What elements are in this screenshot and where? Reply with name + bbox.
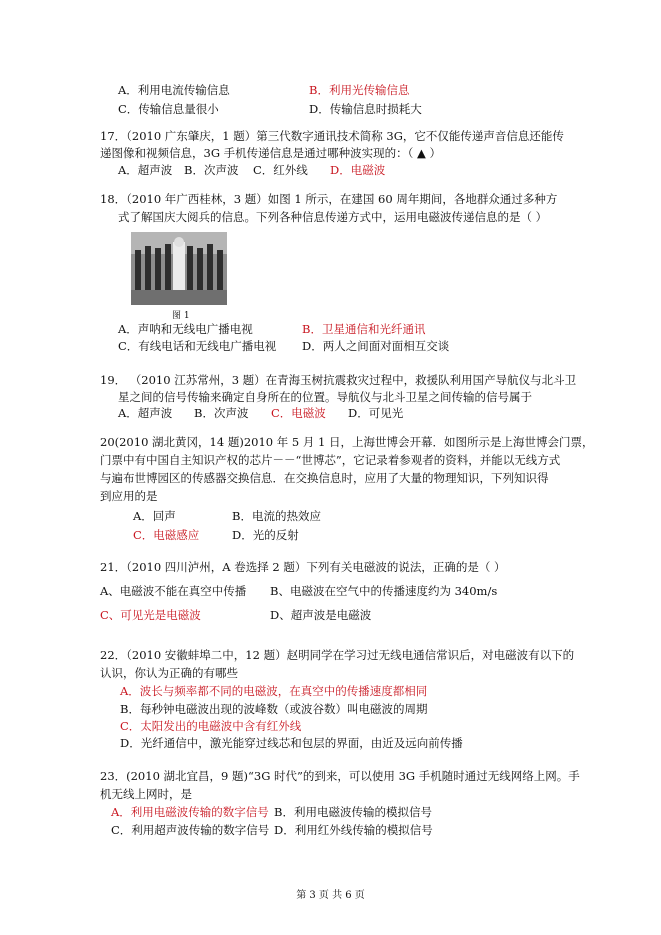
q20-option-a: A．回声	[133, 509, 176, 523]
q18-option-b: B．卫星通信和光纤通讯	[302, 322, 426, 336]
q20-stem-line2: 门票中有中国自主知识产权的芯片－－“世博芯”，它记录着参观者的资料，并能以无线方式	[100, 453, 561, 467]
q23-option-d: D．利用红外线传输的模拟信号	[274, 823, 433, 837]
q22-option-d: D．光纤通信中，激光能穿过线芯和包层的界面，由近及远向前传播	[120, 736, 463, 750]
q22-option-c: C．太阳发出的电磁波中含有红外线	[120, 719, 302, 733]
parade-photo	[131, 232, 227, 305]
prev-option-c: C．传输信息量很小	[118, 102, 219, 116]
q23-stem-line1: 23．(2010 湖北宜昌，9 题)“3G 时代”的到来，可以使用 3G 手机随时通过无线网络上网。手	[100, 769, 580, 783]
q22-option-b: B．每秒钟电磁波出现的波峰数（或波谷数）叫电磁波的周期	[120, 702, 428, 716]
q17-option-c: C．红外线	[253, 163, 308, 177]
figure-caption: 图 1	[172, 311, 190, 321]
q18-stem-line2: 式了解国庆大阅兵的信息。下列各种信息传递方式中，运用电磁波传递信息的是（ ）	[118, 210, 548, 224]
q21-option-c: C、可见光是电磁波	[100, 608, 201, 622]
q21-stem-line1: 21．（2010 四川泸州，A 卷选择 2 题）下列有关电磁波的说法，正确的是（ ）	[100, 560, 506, 574]
page-number: 第 3 页 共 6 页	[296, 890, 365, 901]
q19-option-a: A．超声波	[118, 406, 173, 420]
prev-option-b: B．利用光传输信息	[309, 83, 410, 97]
q17-option-b: B．次声波	[184, 163, 239, 177]
q19-stem-line2: 星之间的信号传输来确定自身所在的位置。导航仪与北斗卫星之间传输的信号属于	[118, 390, 532, 404]
q20-stem-line4: 到应用的是	[100, 489, 158, 503]
q20-option-d: D．光的反射	[232, 528, 299, 542]
q17-stem-line2: 递图像和视频信息，3G 手机传递信息是通过哪种波实现的：（ ▲ ）	[100, 146, 442, 160]
q20-option-b: B．电流的热效应	[232, 509, 321, 523]
q20-option-c: C．电磁感应	[133, 528, 200, 542]
q20-stem-line3: 与遍布世博园区的传感器交换信息．在交换信息时，应用了大量的物理知识，下列知识得	[100, 471, 549, 485]
parade-photo-graphic	[131, 232, 227, 305]
prev-option-a: A．利用电流传输信息	[118, 83, 230, 97]
q23-option-a: A．利用电磁波传输的数字信号	[111, 805, 269, 819]
q22-stem-line1: 22．（2010 安徽蚌埠二中，12 题）赵明同学在学习过无线电通信常识后，对电磁波有以下的	[100, 648, 575, 662]
prev-option-d: D．传输信息时损耗大	[309, 102, 422, 116]
q18-option-c: C．有线电话和无线电广播电视	[118, 339, 277, 353]
q23-stem-line2: 机无线上网时，是	[100, 787, 192, 801]
q17-stem-line1: 17．（2010 广东肇庆，1 题）第三代数字通讯技术简称 3G，它不仅能传递声音信息还能传	[100, 129, 564, 143]
q19-option-b: B．次声波	[194, 406, 249, 420]
q19-option-c: C．电磁波	[271, 406, 326, 420]
q20-stem-line1: 20(2010 湖北黄冈，14 题)2010 年 5 月 1 日，上海世博会开幕．如图所示是上海世博会门票，	[100, 435, 594, 449]
q18-stem-line1: 18．（2010 年广西桂林，3 题）如图 1 所示，在建国 60 周年期间，各地群众通过多种方	[100, 192, 558, 206]
q22-stem-line2: 认识，你认为正确的有哪些	[100, 666, 238, 680]
q21-option-a: A、电磁波不能在真空中传播	[100, 584, 247, 598]
q17-option-a: A．超声波	[118, 163, 173, 177]
q19-stem-line1: 19． （2010 江苏常州，3 题）在青海玉树抗震救灾过程中，救援队利用国产导航仪与北斗卫	[100, 373, 577, 387]
q18-option-a: A．声呐和无线电广播电视	[118, 322, 253, 336]
q17-option-d: D．电磁波	[330, 163, 386, 177]
q22-option-a: A．波长与频率都不同的电磁波，在真空中的传播速度都相同	[120, 684, 428, 698]
q18-option-d: D．两人之间面对面相互交谈	[302, 339, 450, 353]
q23-option-b: B．利用电磁波传输的模拟信号	[274, 805, 432, 819]
q21-option-d: D、超声波是电磁波	[270, 608, 372, 622]
q19-option-d: D．可见光	[348, 406, 404, 420]
q23-option-c: C．利用超声波传输的数字信号	[111, 823, 270, 837]
q21-option-b: B、电磁波在空气中的传播速度约为 340m/s	[270, 584, 498, 598]
